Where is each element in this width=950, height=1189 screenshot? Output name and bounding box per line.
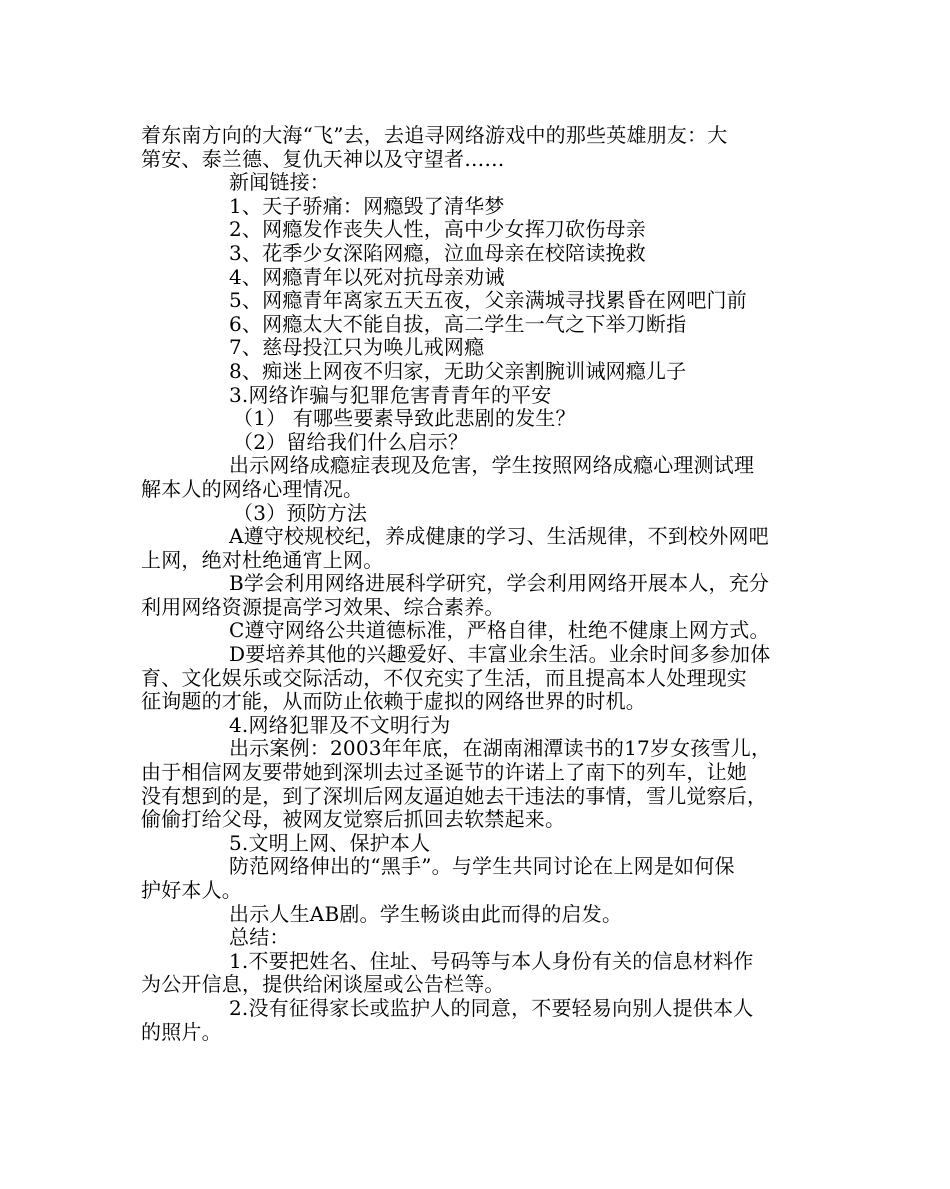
news-item: 1、天子骄痛：网瘾毁了清华梦: [229, 193, 505, 218]
news-item: 2、网瘾发作丧失人性，高中少女挥刀砍伤母亲: [229, 217, 646, 242]
section-heading: （3）预防方法: [233, 500, 368, 525]
question-item: （2）留给我们什么启示？: [233, 429, 469, 454]
question-item: （1） 有哪些要素导致此悲剧的发生？: [233, 406, 576, 431]
text-line: 上网，绝对杜绝通宵上网。: [141, 547, 384, 572]
text-line: 出示人生AB剧。学生畅谈由此而得的启发。: [229, 901, 623, 926]
text-line: 2.没有征得家长或监护人的同意，不要轻易向别人提供本人: [229, 995, 754, 1020]
section-heading: 新闻链接：: [229, 170, 330, 195]
news-item: 6、网瘾太大不能自拔，高二学生一气之下举刀断指: [229, 311, 687, 336]
text-line: 出示案例：2003年年底，在湖南湘潭读书的17岁女孩雪儿，: [229, 736, 772, 761]
section-heading: 3.网络诈骗与犯罪危害青青年的平安: [229, 382, 552, 407]
document-page: [141, 124, 831, 1044]
news-item: 4、网瘾青年以死对抗母亲劝诫: [229, 264, 505, 289]
section-heading: 4.网络犯罪及不文明行为: [229, 712, 451, 737]
text-line: 的照片。: [141, 1019, 222, 1044]
text-line: B学会利用网络进展科学研究，学会利用网络开展本人，充分: [229, 571, 770, 596]
text-line: 第安、泰兰德、复仇天神以及守望者……: [141, 146, 505, 171]
text-line: 解本人的网络心理情况。: [141, 476, 364, 501]
news-item: 5、网瘾青年离家五天五夜，父亲满城寻找累昏在网吧门前: [229, 288, 747, 313]
text-line: 利用网络资源提高学习效果、综合素养。: [141, 594, 505, 619]
text-line: 防范网络伸出的“黑手”。与学生共同讨论在上网是如何保: [229, 854, 735, 879]
section-heading: 总结：: [229, 925, 290, 950]
news-item: 7、慈母投江只为唤儿戒网瘾: [229, 335, 485, 360]
text-line: A遵守校规校纪，养成健康的学习、生活规律，不到校外网吧: [229, 524, 769, 549]
text-line: 出示网络成瘾症表现及危害，学生按照网络成瘾心理测试理: [229, 453, 755, 478]
text-line: C遵守网络公共道德标准，严格自律，杜绝不健康上网方式。: [229, 618, 770, 643]
text-line: 为公开信息，提供给闲谈屋或公告栏等。: [141, 972, 505, 997]
text-line: 育、文化娱乐或交际活动，不仅充实了生活，而且提高本人处理现实: [141, 665, 747, 690]
news-item: 8、痴迷上网夜不归家，无助父亲割腕训诫网瘾儿子: [229, 358, 687, 383]
text-line: 护好本人。: [141, 878, 242, 902]
text-line: 没有想到的是，到了深圳后网友逼迫她去干违法的事情，雪儿觉察后，: [141, 783, 768, 808]
text-line: 着东南方向的大海“飞”去，去追寻网络游戏中的那些英雄朋友：大: [141, 123, 728, 147]
text-line: 征询题的才能，从而防止依赖于虚拟的网络世界的时机。: [141, 689, 646, 714]
section-heading: 5.文明上网、保护本人: [229, 830, 431, 855]
text-line: 偷偷打给父母，被网友觉察后抓回去软禁起来。: [141, 807, 566, 832]
text-line: D要培养其他的兴趣爱好、丰富业余生活。业余时间多参加体: [229, 642, 771, 667]
text-line: 由于相信网友要带她到深圳去过圣诞节的许诺上了南下的列车，让她: [141, 760, 747, 785]
text-line: 1.不要把姓名、住址、号码等与本人身份有关的信息材料作: [229, 948, 754, 973]
news-item: 3、花季少女深陷网瘾，泣血母亲在校陪读挽救: [229, 240, 646, 265]
